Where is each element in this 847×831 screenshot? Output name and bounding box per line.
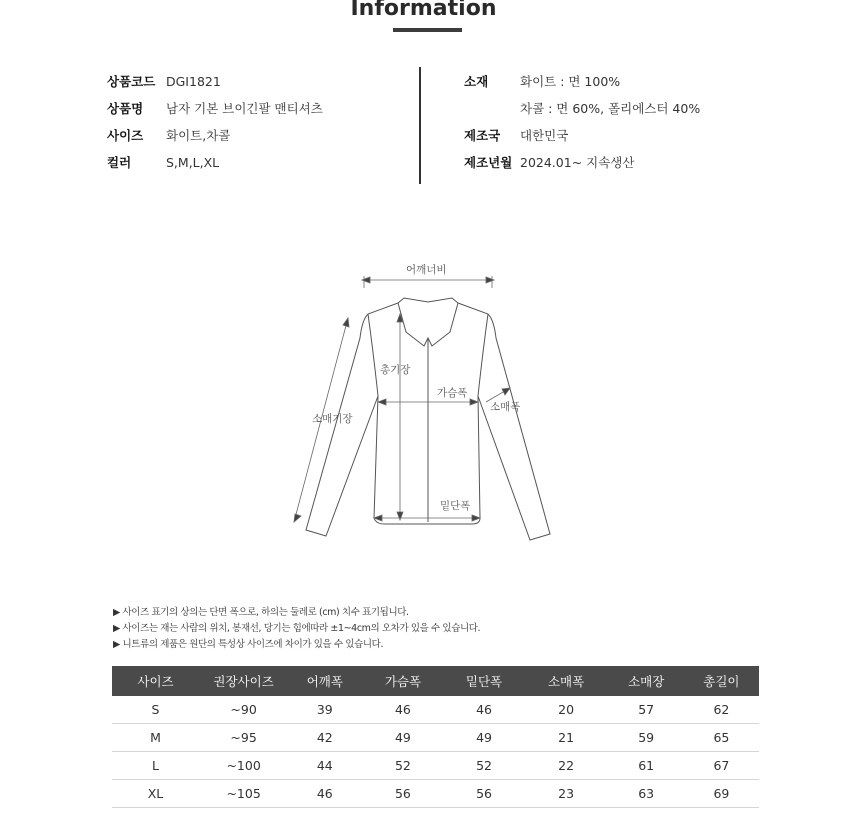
header-cell: 밑단폭 <box>444 666 523 696</box>
note-line: ▶ 사이즈는 재는 사람의 위치, 봉재선, 당기는 힘에따라 ±1~4cm의 오차가 있을 수 있습니다. <box>113 623 481 634</box>
table-cell: ~95 <box>199 724 288 752</box>
info-value: 2024.01~ 지속생산 <box>520 155 635 170</box>
info-value: 화이트,차콜 <box>166 128 231 143</box>
table-cell: 21 <box>524 724 609 752</box>
label-shoulder-width: 어깨너비 <box>406 264 447 276</box>
info-label: 상품명 <box>107 101 144 116</box>
table-cell: L <box>112 752 199 780</box>
header-cell: 소매장 <box>609 666 684 696</box>
table-row <box>112 696 759 724</box>
table-cell: 46 <box>288 780 361 808</box>
table-cell: 61 <box>609 752 684 780</box>
table-cell: 22 <box>524 752 609 780</box>
label-hem-width: 밑단폭 <box>440 500 471 512</box>
header-cell: 소매폭 <box>524 666 609 696</box>
header-cell: 권장사이즈 <box>199 666 288 696</box>
header-cell: 가슴폭 <box>361 666 444 696</box>
label-total-length: 총기장 <box>380 364 411 376</box>
table-cell: 49 <box>361 724 444 752</box>
table-cell: 49 <box>444 724 523 752</box>
section-title: Information <box>350 0 497 21</box>
header-cell: 총길이 <box>684 666 759 696</box>
info-value: 화이트 : 면 100% <box>520 74 621 89</box>
info-label: 상품코드 <box>107 74 156 89</box>
info-value: 차콜 : 면 60%, 폴리에스터 40% <box>520 101 701 116</box>
info-divider <box>419 67 421 184</box>
table-cell: ~100 <box>199 752 288 780</box>
table-cell: 23 <box>524 780 609 808</box>
note-line: ▶ 사이즈 표기의 상의는 단면 폭으로, 하의는 둘레로 (cm) 치수 표기됩니다. <box>113 607 409 618</box>
table-cell: S <box>112 696 199 724</box>
label-sleeve-width: 소매폭 <box>490 401 521 413</box>
info-value: 남자 기본 브이긴팔 맨티셔츠 <box>166 101 323 116</box>
table-cell: 67 <box>684 752 759 780</box>
table-cell: M <box>112 724 199 752</box>
title-underline <box>393 28 462 32</box>
table-cell: XL <box>112 780 199 808</box>
label-sleeve-length: 소매기장 <box>312 413 353 425</box>
table-cell: 39 <box>288 696 361 724</box>
size-notes <box>113 605 480 653</box>
table-cell: 42 <box>288 724 361 752</box>
info-label: 제조국 <box>464 128 501 143</box>
table-cell: 44 <box>288 752 361 780</box>
table-cell: 65 <box>684 724 759 752</box>
table-row <box>112 780 759 808</box>
info-value: DGI1821 <box>166 74 221 89</box>
size-table <box>112 666 759 808</box>
table-cell: 56 <box>361 780 444 808</box>
table-cell: 20 <box>524 696 609 724</box>
table-header-row <box>112 666 759 696</box>
label-chest-width: 가슴폭 <box>437 387 468 399</box>
info-value: 대한민국 <box>520 128 569 143</box>
table-cell: 46 <box>444 696 523 724</box>
table-cell: ~105 <box>199 780 288 808</box>
table-cell: 69 <box>684 780 759 808</box>
header-cell: 사이즈 <box>112 666 199 696</box>
table-cell: 46 <box>361 696 444 724</box>
table-cell: ~90 <box>199 696 288 724</box>
table-row <box>112 724 759 752</box>
table-cell: 57 <box>609 696 684 724</box>
header-cell: 어깨폭 <box>288 666 361 696</box>
shirt-illustration <box>290 258 570 548</box>
info-label: 컬러 <box>107 155 132 170</box>
note-line: ▶ 니트류의 제품은 원단의 특성상 사이즈에 차이가 있을 수 있습니다. <box>113 639 384 650</box>
shirt-measurement-diagram <box>290 258 570 548</box>
info-label: 사이즈 <box>107 128 144 143</box>
table-cell: 52 <box>444 752 523 780</box>
info-label: 제조년월 <box>464 155 513 170</box>
table-cell: 62 <box>684 696 759 724</box>
table-cell: 52 <box>361 752 444 780</box>
info-value: S,M,L,XL <box>166 155 220 170</box>
table-cell: 56 <box>444 780 523 808</box>
info-label: 소재 <box>464 74 489 89</box>
table-row <box>112 752 759 780</box>
table-cell: 63 <box>609 780 684 808</box>
table-cell: 59 <box>609 724 684 752</box>
